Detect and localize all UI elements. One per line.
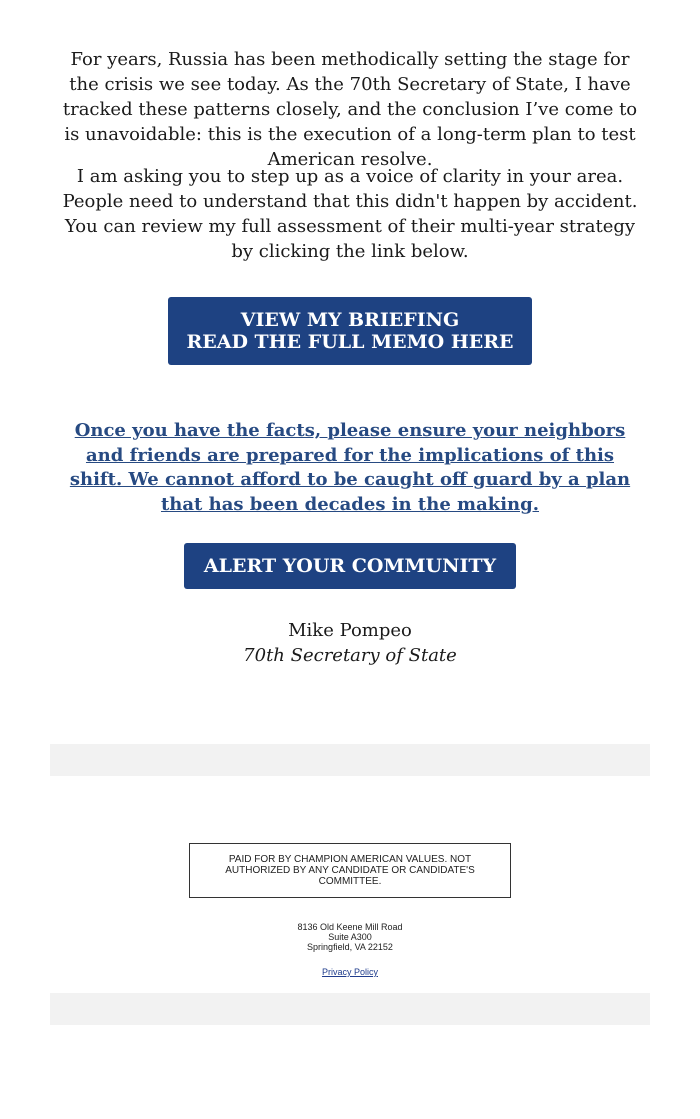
alert-community-button[interactable]: ALERT YOUR COMMUNITY xyxy=(184,543,516,589)
privacy-policy-link[interactable]: Privacy Policy xyxy=(321,967,378,977)
read-memo-label: READ THE FULL MEMO HERE xyxy=(186,331,514,353)
signer-name: Mike Pompeo xyxy=(288,620,412,641)
privacy-policy-wrapper xyxy=(0,967,700,978)
view-briefing-label: VIEW MY BRIEFING xyxy=(240,309,460,331)
paid-for-disclaimer: PAID FOR BY CHAMPION AMERICAN VALUES. NOT AUTHORIZED BY ANY CANDIDATE OR CANDIDATE'S COMMITTEE. xyxy=(189,843,511,898)
mailing-address xyxy=(0,922,700,952)
view-briefing-button[interactable] xyxy=(168,297,532,365)
footer-divider-band-top xyxy=(50,744,650,776)
address-city: Springfield, VA 22152 xyxy=(307,942,393,952)
signer-title: 70th Secretary of State xyxy=(243,645,457,666)
intro-paragraph: For years, Russia has been methodically setting the stage for the crisis we see today. As the 70th Secretary of State, I have tracked these patterns closely, and the conclusion I’ve come to is unavoidable: this is the execution of a long-term plan to test American resolve. xyxy=(62,49,638,170)
address-street: 8136 Old Keene Mill Road xyxy=(297,922,403,932)
request-paragraph xyxy=(60,164,640,264)
address-suite: Suite A300 xyxy=(328,932,372,942)
request-paragraph-line-2: People need to understand that this didn't happen by accident. You can review my full assessment of their multi-year strategy by clicking the link below. xyxy=(62,191,638,262)
request-paragraph-line-1: I am asking you to step up as a voice of clarity in your area. xyxy=(76,166,624,187)
signature-block xyxy=(0,618,700,668)
footer-divider-band-bottom xyxy=(50,993,650,1025)
neighbors-call-to-action-link[interactable]: Once you have the facts, please ensure your neighbors and friends are prepared for the implications of this shift. We cannot afford to be caught off guard by a plan that has been decades in the making. xyxy=(69,420,631,515)
